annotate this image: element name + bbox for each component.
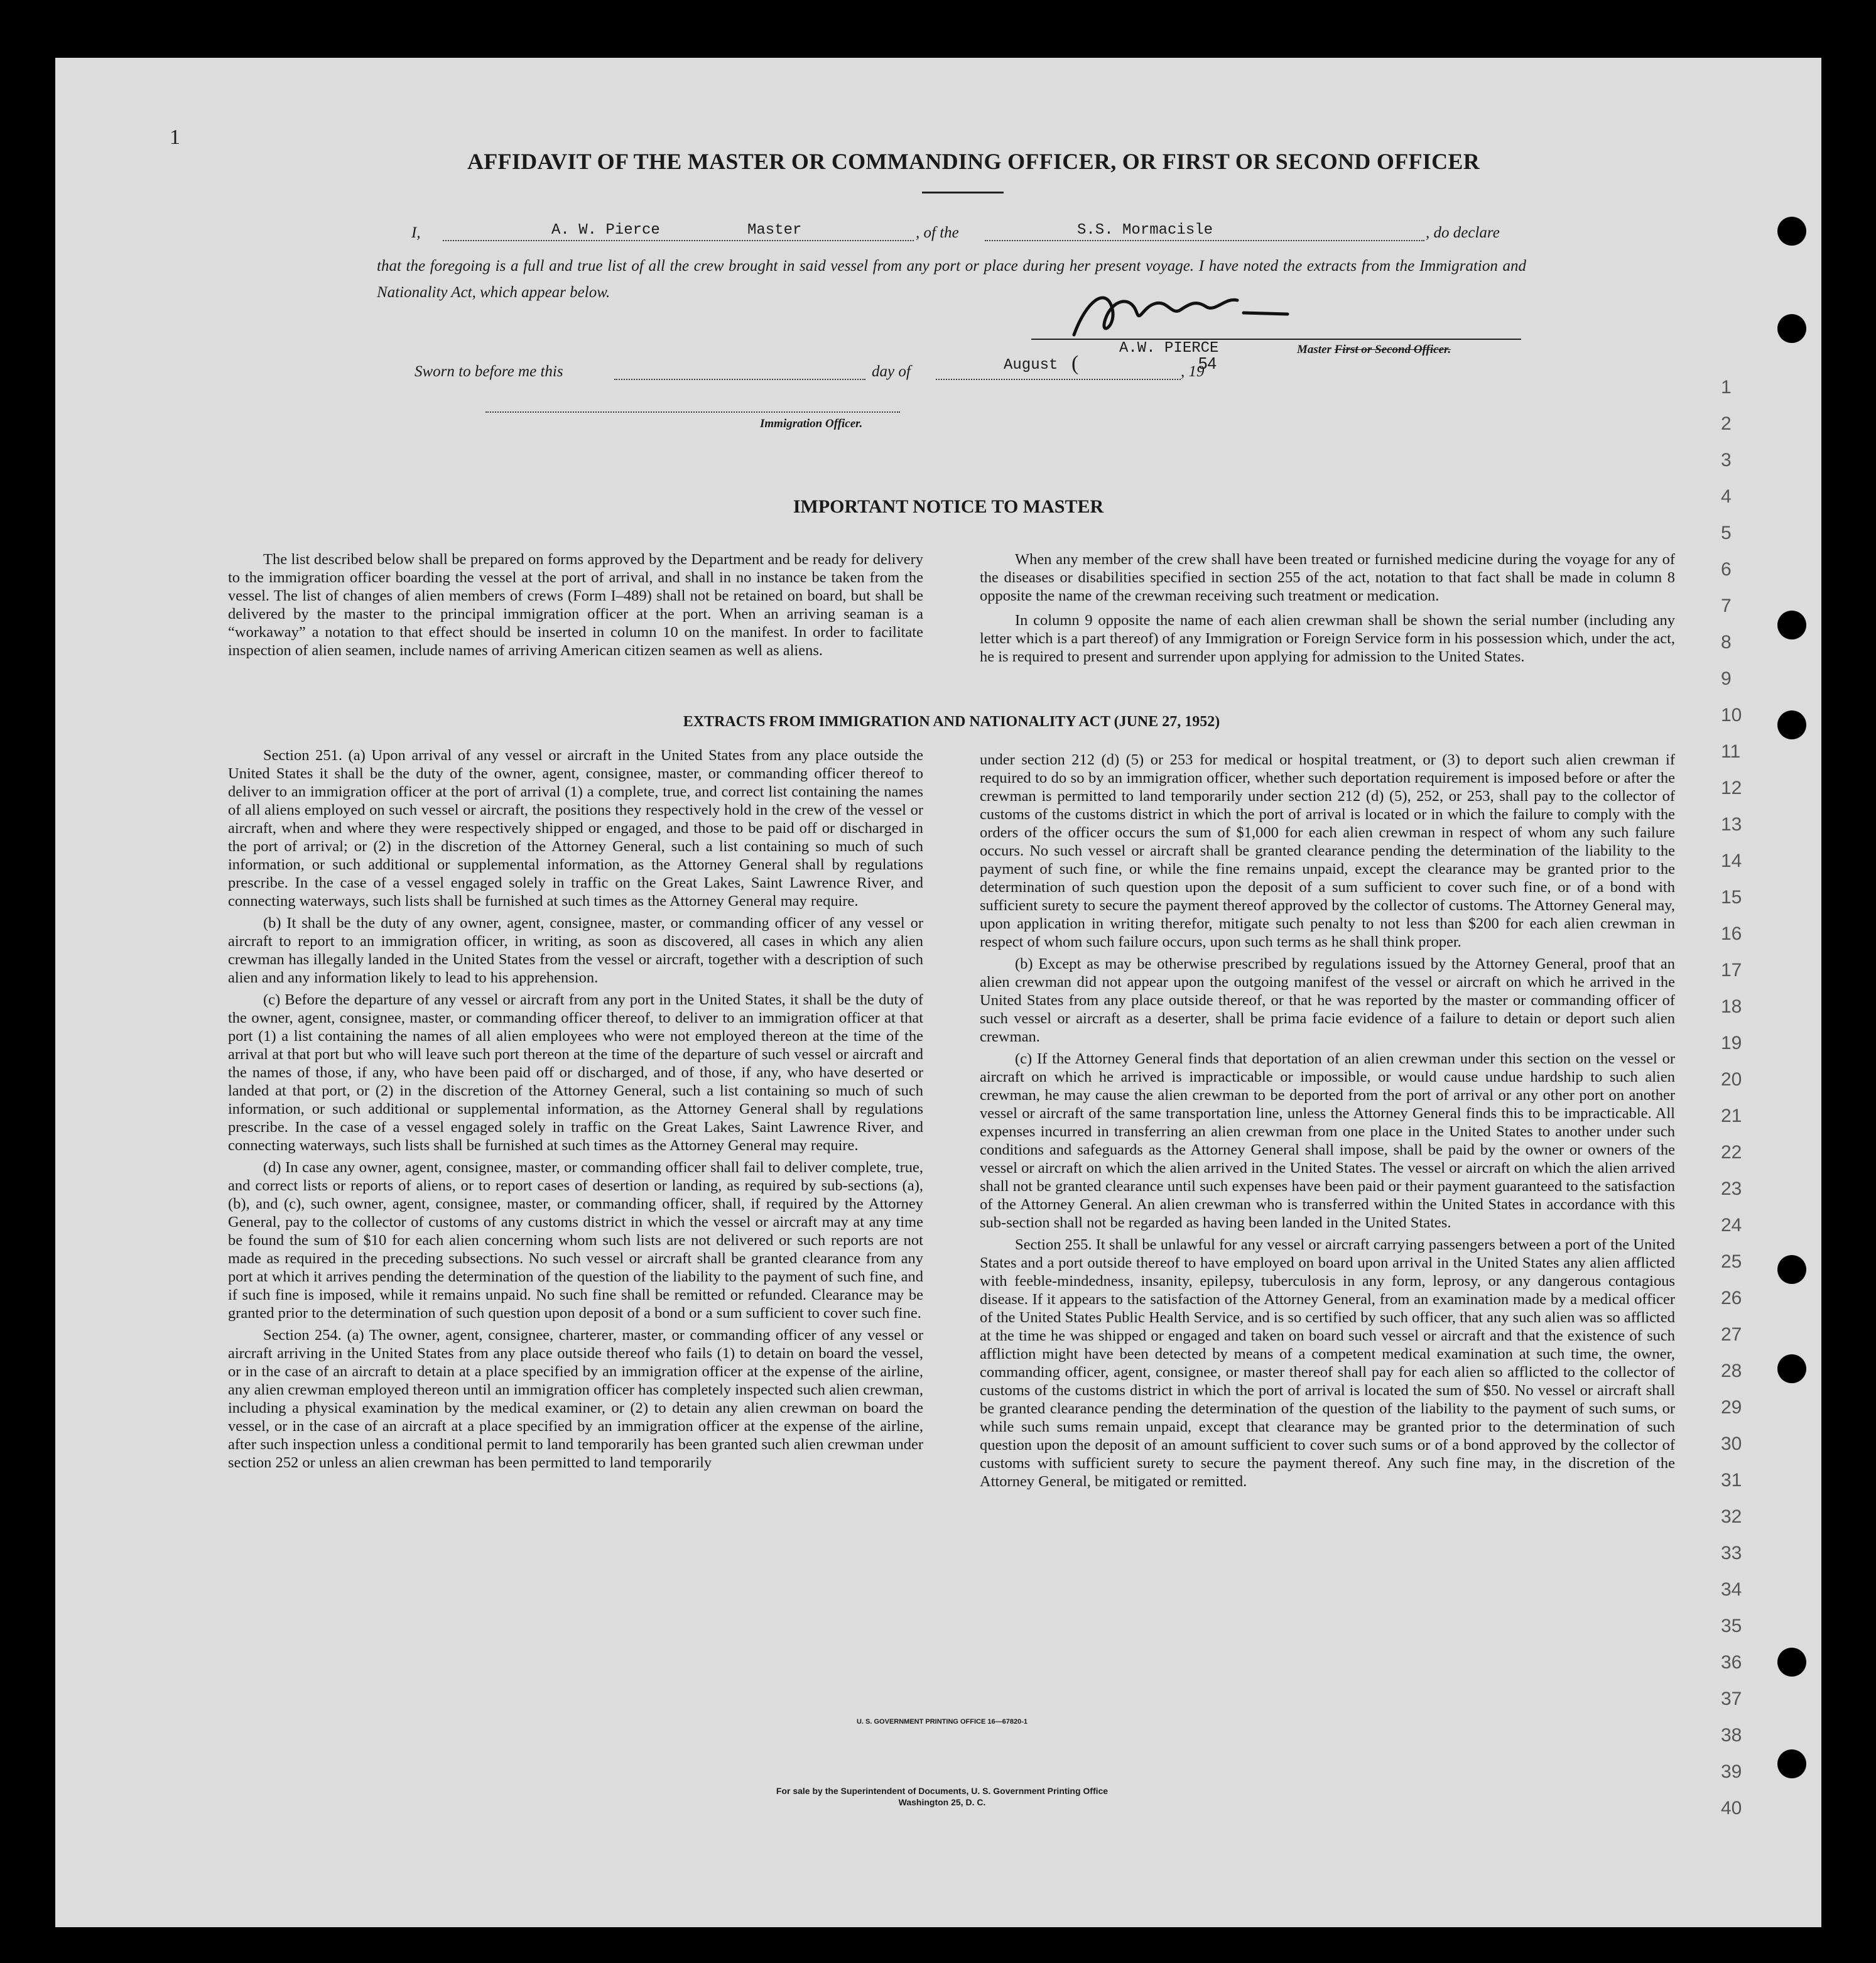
manifest-row-number: 38 xyxy=(1721,1725,1742,1746)
officer-caption: Immigration Officer. xyxy=(760,417,863,430)
name-line xyxy=(443,240,914,241)
signature-line xyxy=(1031,339,1521,340)
manifest-row-number: 32 xyxy=(1721,1506,1742,1527)
month-value: August xyxy=(1004,357,1058,374)
sale-line-1: For sale by the Superintendent of Documents, U. S. Government Printing Office xyxy=(776,1786,1109,1796)
extract-paragraph: Section 251. (a) Upon arrival of any vessel or aircraft in the United States from any place outside the United States it shall be the duty of the owner, agent, consignee, master, or commanding officer thereof to deliver to an immigration officer at the port of arrival (1) a complete, true, and correct list containing the names of all aliens employed on such vessel or aircraft, the positions they respectively hold in the crew of the vessel or aircraft, when and where they were respectively shipped or engaged, and those to be paid off or discharged in the port of arrival; or (2) in the discretion of the Attorney General, such a list containing so much of such information, or such additional or supplemental information, as the Attorney General shall by regulations prescribe. In the case of a vessel engaged solely in traffic on the Great Lakes, Saint Lawrence River, and connecting waterways, such lists shall be furnished at such times as the Attorney General may require. xyxy=(228,747,923,910)
manifest-row-number: 36 xyxy=(1721,1652,1742,1673)
year-prefix: , 19 xyxy=(1181,363,1205,380)
extracts-title: EXTRACTS FROM IMMIGRATION AND NATIONALITY ACT (JUNE 27, 1952) xyxy=(683,714,1220,730)
title-rule xyxy=(922,192,1004,193)
day-stroke: ( xyxy=(1071,352,1079,375)
manifest-row-number: 30 xyxy=(1721,1433,1742,1454)
manifest-row-number: 15 xyxy=(1721,887,1742,908)
year-handwritten: 54 xyxy=(1198,354,1217,372)
manifest-row-number: 9 xyxy=(1721,668,1732,689)
manifest-row-number: 13 xyxy=(1721,814,1742,835)
punch-hole xyxy=(1777,1255,1806,1284)
declaration-text: that the foregoing is a full and true list of all the crew brought in said vessel from any port or place during her present voyage. I have noted the extracts from the Immigration and Nationality Act, which appear below. xyxy=(377,258,1526,301)
manifest-row-number: 6 xyxy=(1721,559,1732,580)
extract-paragraph: (c) If the Attorney General finds that deportation of an alien crewman under this section on the vessel or aircraft on which he arrived is impracticable or impossible, or would cause undue hardship to such alien crewman, he may cause the alien crewman to be deported from the port of arrival or any other port on another vessel or aircraft of the same transportation line, unless the Attorney General finds this to be impracticable. All expenses incurred in transferring an alien crewman from one place in the United States to another under such conditions and safeguards as the Attorney General shall impose, shall be paid by the owner or owners of the vessel or aircraft on which the alien arrived in the United States. The vessel or aircraft on which the alien arrived shall not be granted clearance until such expenses have been paid or their payment guaranteed to the satisfaction of the Attorney General. An alien crewman who is transferred within the United States in accordance with this sub-section shall not be regarded as having been landed in the United States. xyxy=(980,1050,1675,1231)
manifest-row-number: 8 xyxy=(1721,632,1732,653)
manifest-row-number: 12 xyxy=(1721,778,1742,798)
manifest-row-number: 1 xyxy=(1721,377,1732,398)
extract-paragraph: (d) In case any owner, agent, consignee, master, or commanding officer shall fail to deliver complete, true, and correct lists or reports of aliens, or to report cases of desertion or landing, as required by sub-sections (a), (b), and (c), such owner, agent, consignee, master, or commanding officer, shall, if required by the Attorney General, pay to the collector of customs of any customs district in which the vessel or aircraft may at any time be found the sum of $10 for each alien concerning whom such lists are not delivered or such reports are not made as required in the preceding subsections. No such vessel or aircraft shall be granted clearance from any port at which it arrives pending the determination of the question of the liability to the payment of such fine, and if such fine is imposed, while it remains unpaid. No such fine shall be remitted or refunded. Clearance may be granted prior to the determination of such question upon deposit of a bond or a sum sufficient to cover such fine. xyxy=(228,1159,923,1322)
manifest-row-number: 26 xyxy=(1721,1288,1742,1308)
master-rank: Master xyxy=(747,222,802,239)
extract-paragraph: Section 255. It shall be unlawful for any vessel or aircraft carrying passengers between a port of the United States and a port outside thereof to have employed on board upon arrival in the United States any alien afflicted with feeble-mindedness, insanity, epilepsy, tuberculosis in any form, leprosy, or any dangerous contagious disease. If it appears to the satisfaction of the Attorney General, from an examination made by a medical officer of the United States Public Health Service, and is so certified by such officer, that any such alien was so afflicted at the time he was shipped or engaged and taken on board such vessel or aircraft and that the existence of such affliction might have been detected by means of a competent medical examination at such time, the owner, commanding officer, agent, consignee, or master thereof shall pay for each alien so afflicted to the collector of customs of the customs district in which the port of arrival is located the sum of $50. No vessel or aircraft shall be granted clearance pending the determination of the question of the liability to the payment of such sums, or while such sums remain unpaid, except that clearance may be granted prior to the determination of such question upon the deposit of an amount sufficient to cover such sums or of a bond approved by the collector of customs with sufficient surety to secure the payment thereof. Any such fine may, in the discretion of the Attorney General, be mitigated or remitted. xyxy=(980,1236,1675,1490)
manifest-row-number: 28 xyxy=(1721,1361,1742,1381)
manifest-row-number: 19 xyxy=(1721,1033,1742,1053)
day-of-label: day of xyxy=(872,363,911,380)
day-line xyxy=(614,379,865,380)
extract-paragraph: (b) Except as may be otherwise prescribed by regulations issued by the Attorney General, proof that an alien crewman did not appear upon the outgoing manifest of the vessel or aircraft on which he arrived in the United States from any place outside thereof, or that he was reported by the master or commanding officer of such vessel or aircraft as a deserter, shall be prima facie evidence of a failure to detain or deport such alien crewman. xyxy=(980,955,1675,1045)
extracts-left-column xyxy=(228,746,923,1476)
sale-line-2: Washington 25, D. C. xyxy=(898,1797,986,1807)
manifest-row-number: 22 xyxy=(1721,1142,1742,1163)
manifest-row-number: 14 xyxy=(1721,851,1742,871)
notice-paragraph: The list described below shall be prepared on forms approved by the Department and be ready for delivery to the immigration officer boarding the vessel at the port of arrival, and shall in no instance be taken from the vessel. The list of changes of alien members of crews (Form I–489) shall not be retained on board, but shall be delivered by the master to the principal immigration officer at the port. When an arriving seaman is a “workaway” a notation to that effect should be inserted in column 10 on the manifest. In order to facilitate inspection of alien seamen, include names of arriving American citizen seamen as well as aliens. xyxy=(228,551,923,659)
manifest-row-number: 2 xyxy=(1721,413,1732,434)
extract-paragraph: (c) Before the departure of any vessel or aircraft from any port in the United States, it shall be the duty of the owner, agent, consignee, master, or commanding officer thereof, to deliver to an immigration officer at that port (1) a list containing the names of all alien employees who were not employed thereon at the time of the arrival at that port but who will leave such port thereon at the time of the departure of such vessel or aircraft and the names of those, if any, who have been paid off or discharged, and of those, if any, who have deserted or landed at that port, or (2) in the discretion of the Attorney General, such a list containing so much of such information, or such additional or supplemental information, as the Attorney General shall by regulations prescribe. In the case of a vessel engaged solely in traffic on the Great Lakes, Saint Lawrence River, and connecting waterways, such lists shall be furnished at such times as the Attorney General may require. xyxy=(228,991,923,1154)
do-declare-label: , do declare xyxy=(1426,224,1500,241)
notice-left-column xyxy=(228,550,923,663)
manifest-row-number: 31 xyxy=(1721,1470,1742,1491)
manifest-row-number: 21 xyxy=(1721,1106,1742,1126)
notice-right-column xyxy=(980,550,1675,670)
punch-hole xyxy=(1777,710,1806,739)
month-line xyxy=(936,379,1181,380)
affidavit-title: AFFIDAVIT OF THE MASTER OR COMMANDING OFFICER, OR FIRST OR SECOND OFFICER xyxy=(467,149,1480,174)
printing-office-line: U. S. GOVERNMENT PRINTING OFFICE 16—67820-1 xyxy=(856,1718,1027,1726)
punch-hole xyxy=(1777,1749,1806,1778)
punch-hole xyxy=(1777,1648,1806,1677)
manifest-row-number: 7 xyxy=(1721,595,1732,616)
officer-line xyxy=(485,411,900,413)
manifest-row-number: 3 xyxy=(1721,450,1732,470)
vessel-name: S.S. Mormacisle xyxy=(1077,222,1213,239)
manifest-row-number: 5 xyxy=(1721,523,1732,543)
signature-typed-name: A.W. PIERCE xyxy=(1119,340,1219,357)
master-name: A. W. Pierce xyxy=(551,222,660,239)
punch-hole xyxy=(1777,611,1806,639)
manifest-row-number: 33 xyxy=(1721,1543,1742,1563)
extract-paragraph: under section 212 (d) (5) or 253 for medical or hospital treatment, or (3) to deport such alien crewman if required to do so by an immigration officer, whether such deportation requirement is imposed before or after the crewman is permitted to land temporarily under section 212 (d) (5), 252, or 253, shall pay to the collector of customs of the customs district in which the port of arrival is located or in which the failure to comply with the orders of the officer occurs the sum of $1,000 for each alien crewman in respect of whom any such failure occurs. No such vessel or aircraft shall be granted clearance pending the determination of the liability to the payment of such fine, or while the fine remains unpaid, except the clearance may be granted prior to the determination of such question upon the deposit of a sum sufficient to cover such fine, or of a bond with sufficient surety to secure the payment thereof approved by the collector of customs. The Attorney General may, upon application in writing therefor, mitigate such penalty to not less than $200 for each alien crewman in respect of whom such failure occurs, upon such terms as he shall think proper. xyxy=(980,751,1675,950)
manifest-row-number: 16 xyxy=(1721,923,1742,944)
manifest-row-number: 20 xyxy=(1721,1069,1742,1090)
page-mark: 1 xyxy=(170,126,180,149)
manifest-row-number: 11 xyxy=(1721,741,1741,762)
punch-hole xyxy=(1777,314,1806,343)
manifest-row-number: 23 xyxy=(1721,1178,1742,1199)
manifest-row-number: 24 xyxy=(1721,1215,1742,1236)
punch-hole xyxy=(1777,1354,1806,1383)
vessel-line xyxy=(985,240,1424,241)
of-the-label: , of the xyxy=(916,224,959,241)
extracts-right-column xyxy=(980,751,1675,1494)
signature-caption: Master First or Second Officer. xyxy=(1297,343,1451,356)
manifest-row-number: 34 xyxy=(1721,1579,1742,1600)
extract-paragraph: (b) It shall be the duty of any owner, agent, consignee, master, or commanding officer of any vessel or aircraft to report to an immigration officer, in writing, as soon as discovered, all cases in which any alien crewman has illegally landed in the United States from the vessel or aircraft, together with a description of such alien and any information likely to lead to his apprehension. xyxy=(228,915,923,986)
notice-paragraph: When any member of the crew shall have been treated or furnished medicine during the voyage for any of the diseases or disabilities specified in section 255 of the act, notation to that fact shall be made in column 8 opposite the name of the crewman receiving such treatment or medication. xyxy=(980,551,1675,604)
punch-hole xyxy=(1777,217,1806,246)
manifest-row-number: 18 xyxy=(1721,996,1742,1017)
manifest-row-number: 40 xyxy=(1721,1798,1742,1819)
manifest-row-number: 10 xyxy=(1721,705,1742,726)
manifest-row-number: 25 xyxy=(1721,1251,1742,1272)
extract-paragraph: Section 254. (a) The owner, agent, consignee, charterer, master, or commanding officer of any vessel or aircraft arriving in the United States from any place outside thereof who fails (1) to detain on board the vessel, or in the case of an aircraft to detain at a place specified by an immigration officer at the expense of the airline, any alien crewman employed thereon until an immigration officer has completely inspected such alien crewman, including a physical examination by the medical examiner, or (2) to detain any alien crewman on board the vessel, or in the case of an aircraft at a place specified by an immigration officer at the expense of the airline, after such inspection unless a conditional permit to land temporarily has been granted such alien crewman under section 252 or unless an alien crewman has been permitted to land temporarily xyxy=(228,1327,923,1471)
manifest-row-number: 39 xyxy=(1721,1761,1742,1782)
manifest-row-number: 29 xyxy=(1721,1397,1742,1418)
manifest-row-number: 17 xyxy=(1721,960,1742,981)
affidavit-i: I, xyxy=(411,224,421,241)
manifest-row-number: 4 xyxy=(1721,486,1732,507)
sworn-prefix: Sworn to before me this xyxy=(415,363,563,380)
manifest-row-number: 27 xyxy=(1721,1324,1742,1345)
notice-title: IMPORTANT NOTICE TO MASTER xyxy=(793,496,1104,517)
notice-paragraph: In column 9 opposite the name of each alien crewman shall be shown the serial number (including any letter which is a part thereof) of any Immigration or Foreign Service form in his possession which, under the act, he is required to present and surrender upon applying for admission to the United States. xyxy=(980,612,1675,665)
manifest-row-number: 35 xyxy=(1721,1616,1742,1636)
manifest-row-number: 37 xyxy=(1721,1688,1742,1709)
